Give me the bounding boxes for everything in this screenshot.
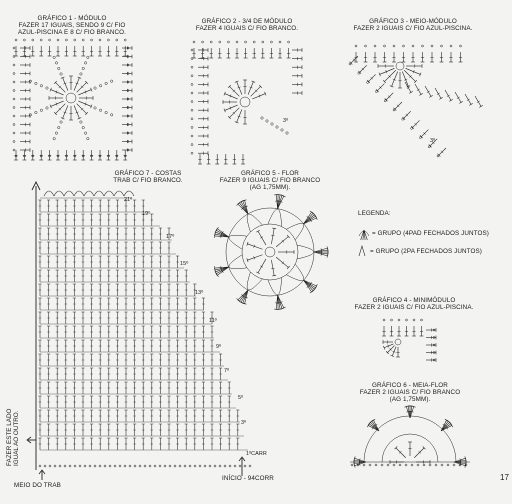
chart3-round-mark: 3º (430, 138, 436, 144)
chart7-title: GRÁFICO 7 - COSTAS (114, 170, 182, 177)
chart2-caption (188, 18, 306, 32)
legend-item-4dc-group: = GRUPO (4PAD FECHADOS JUNTOS) (372, 230, 490, 237)
chart7-caption (98, 170, 198, 184)
chart6-caption (350, 382, 470, 404)
chart3-caption (344, 18, 482, 32)
row-label-11: 11º (209, 318, 217, 324)
row-label-1: 1ºCARR (246, 451, 267, 457)
chart1-caption (8, 15, 136, 37)
chart1-instructions-2: AZUL-PISCINA E 8 C/ FIO BRANCO. (17, 29, 127, 37)
chart4-instructions: FAZER 2 IGUAIS C/ FIO AZUL-PISCINA. (354, 304, 474, 312)
chart7-center-note: MEIO DO TRAB (14, 482, 61, 489)
chart5-caption (216, 170, 324, 192)
chart6-hook-size: (AG 1,75MM). (389, 396, 431, 404)
row-label-19: 19º (142, 211, 151, 217)
row-label-13: 13º (195, 290, 204, 296)
legend-title: LEGENDA: (358, 210, 391, 217)
chart2-instructions: FAZER 4 IGUAIS C/ FIO BRANCO. (195, 25, 299, 33)
chart7-side-note-1: FAZER ESTE LADO (6, 408, 13, 466)
chart1-instructions-1: FAZER 17 IGUAIS, SENDO 9 C/ FIO (18, 22, 126, 30)
row-label-15: 15º (180, 261, 189, 267)
chart1-title: GRÁFICO 1 - MÓDULO (37, 15, 107, 22)
chart6-title: GRÁFICO 6 - MEIA-FLOR (372, 382, 448, 389)
chart2-title: GRÁFICO 2 - 3/4 DE MÓDULO (201, 18, 293, 25)
row-label-17: 17º (166, 234, 175, 240)
row-label-5: 5º (238, 395, 244, 401)
chart6-instructions: FAZER 2 IGUAIS C/ FIO BRANCO (359, 389, 461, 397)
row-label-7: 7º (224, 368, 230, 374)
chart3-instructions: FAZER 2 IGUAIS C/ FIO AZUL-PISCINA. (353, 25, 473, 33)
row-label-9: 9º (216, 344, 222, 350)
chart3-title: GRÁFICO 3 - MEIO-MÓDULO (369, 18, 457, 25)
legend-item-2tr-group: = GRUPO (2PA FECHADOS JUNTOS) (370, 248, 483, 255)
chart2-round-mark: 3º (283, 118, 289, 124)
chart7-side-note-2: IGUAL AO OUTRO. (13, 410, 21, 466)
page-number: 17 (500, 473, 510, 482)
chart7-start-note: INÍCIO - 94CORR (222, 475, 274, 482)
row-label-21: 21º (124, 197, 133, 203)
chart5-hook-size: (AG 1,75MM). (249, 184, 291, 192)
chart5-instructions: FAZER 9 IGUAIS C/ FIO BRANCO (219, 177, 321, 185)
chart7-instructions: TRAB C/ FIO BRANCO. (113, 177, 183, 185)
chart5-title: GRÁFICO 5 - FLOR (241, 170, 299, 177)
chart4-title: GRÁFICO 4 - MINIMÓDULO (372, 297, 456, 304)
chart4-caption (354, 297, 474, 311)
row-label-3: 3º (241, 420, 247, 426)
chart7-side-note (6, 409, 21, 466)
